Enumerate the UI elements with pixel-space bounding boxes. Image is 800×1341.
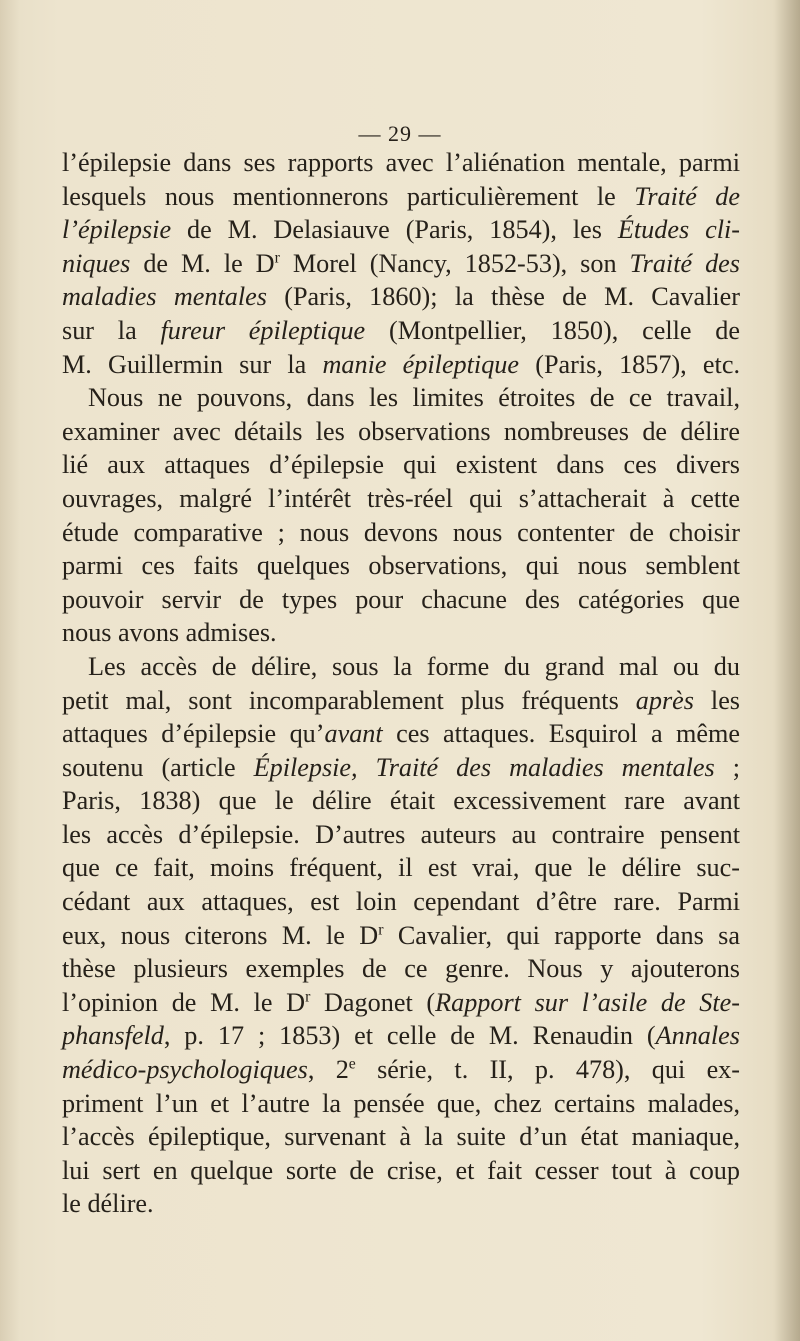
text-segment: (Paris, 1857), etc. — [519, 349, 740, 379]
text-segment: (Montpellier, 1850), celle de — [365, 315, 741, 345]
text-segment: étude comparative ; nous devons nous contenter de choisir — [62, 517, 740, 547]
text-line — [62, 717, 740, 751]
text-line — [62, 1120, 740, 1154]
text-segment: Nous ne pouvons, dans les limites étroites de ce travail, — [88, 383, 740, 413]
text-line — [62, 146, 740, 180]
text-line — [62, 549, 740, 583]
text-line — [62, 381, 740, 415]
text-segment: de M. Delasiauve (Paris, 1854), les — [171, 215, 618, 245]
text-line — [62, 247, 740, 281]
text-segment: de M. le D — [130, 248, 275, 278]
italic-text: niques — [62, 248, 131, 278]
text-line — [62, 885, 740, 919]
text-segment: soutenu (article — [62, 752, 254, 782]
italic-text: Traité de — [634, 181, 741, 211]
superscript: r — [305, 988, 311, 1006]
text-segment: thèse plusieurs exemples de ce genre. Nous y ajouterons — [62, 954, 740, 984]
text-segment: les accès d’épilepsie. D’autres auteurs au contraire pensent — [62, 819, 740, 849]
text-segment: le délire. — [62, 1189, 154, 1219]
superscript: r — [274, 249, 280, 267]
text-segment: Morel (Nancy, 1852-53), son — [279, 248, 630, 278]
text-segment: que ce fait, moins fréquent, il est vrai, que le délire suc- — [62, 853, 740, 883]
text-line — [62, 1053, 740, 1087]
text-line — [62, 684, 740, 718]
italic-text: Rapport sur l’asile de Ste- — [435, 987, 740, 1017]
page-edge-shadow — [772, 0, 800, 1341]
text-segment: attaques d’épilepsie qu’ — [62, 719, 325, 749]
text-segment: ces attaques. Esquirol a même — [382, 719, 740, 749]
text-segment: petit mal, sont incomparablement plus fréquents — [62, 685, 636, 715]
text-segment: priment l’un et l’autre la pensée que, chez certains malades, — [62, 1088, 740, 1118]
text-segment: l’épilepsie dans ses rapports avec l’aliénation mentale, parmi — [62, 148, 740, 177]
body-text — [62, 146, 740, 1221]
text-segment: Cavalier, qui rapporte dans sa — [383, 920, 740, 950]
italic-text: Épilepsie, Traité des maladies mentales — [253, 752, 715, 782]
italic-text: Annales — [655, 1021, 740, 1051]
text-line — [62, 213, 740, 247]
italic-text: avant — [324, 719, 383, 749]
italic-text: Traité des — [629, 248, 740, 278]
text-line — [62, 314, 740, 348]
text-line — [62, 1019, 740, 1053]
text-line — [62, 818, 740, 852]
text-segment: lié aux attaques d’épilepsie qui existent dans ces divers — [62, 450, 740, 480]
text-line — [62, 919, 740, 953]
text-line — [62, 1187, 740, 1221]
text-line — [62, 583, 740, 617]
italic-text: après — [635, 685, 694, 715]
italic-text: maladies mentales — [62, 282, 267, 312]
text-segment: l’opinion de M. le D — [62, 987, 306, 1017]
text-segment: pouvoir servir de types pour chacune des catégories que — [62, 584, 740, 614]
text-segment: Dagonet ( — [310, 987, 436, 1017]
superscript: r — [378, 921, 384, 939]
text-line — [62, 180, 740, 214]
text-segment: ouvrages, malgré l’intérêt très-réel qui s’attacherait à cette — [62, 483, 740, 513]
italic-text: l’épilepsie — [62, 215, 172, 245]
text-segment: M. Guillermin sur la — [62, 349, 323, 379]
text-segment: nous avons admises. — [62, 618, 277, 648]
text-line — [62, 952, 740, 986]
text-segment: eux, nous citerons M. le D — [62, 920, 379, 950]
text-segment: lui sert en quelque sorte de crise, et fait cesser tout à coup — [62, 1155, 740, 1185]
text-line — [62, 516, 740, 550]
text-segment: cédant aux attaques, est loin cependant d’être rare. Parmi — [62, 887, 740, 917]
text-line — [62, 1087, 740, 1121]
text-line — [62, 348, 740, 382]
text-segment: les — [693, 685, 741, 715]
text-segment: lesquels nous mentionnerons particulièrement le — [62, 181, 635, 211]
text-segment: Les accès de délire, sous la forme du grand mal ou du — [88, 651, 740, 681]
italic-text: fureur épileptique — [160, 315, 366, 345]
text-line — [62, 784, 740, 818]
text-segment: série, t. II, p. 478), qui ex- — [355, 1055, 741, 1085]
text-segment: sur la — [62, 315, 161, 345]
text-line — [62, 851, 740, 885]
text-line — [62, 650, 740, 684]
superscript: e — [348, 1055, 356, 1073]
text-line — [62, 482, 740, 516]
text-line — [62, 616, 740, 650]
text-segment: , p. 17 ; 1853) et celle de M. Renaudin ( — [163, 1021, 656, 1051]
text-line — [62, 751, 740, 785]
text-line — [62, 986, 740, 1020]
italic-text: manie épileptique — [322, 349, 520, 379]
text-segment: ; — [714, 752, 741, 782]
italic-text: phansfeld — [62, 1021, 164, 1051]
text-line — [62, 280, 740, 314]
text-segment: , 2 — [307, 1055, 349, 1085]
text-line — [62, 448, 740, 482]
text-segment: parmi ces faits quelques observations, qui nous semblent — [62, 551, 740, 581]
text-segment: examiner avec détails les observations nombreuses de délire — [62, 416, 740, 446]
text-line — [62, 1154, 740, 1188]
text-segment: Paris, 1838) que le délire était excessivement rare avant — [62, 786, 740, 816]
text-line — [62, 415, 740, 449]
page-number: — 29 — — [358, 121, 442, 146]
italic-text: médico-psychologiques — [62, 1055, 308, 1085]
italic-text: Études cli- — [617, 215, 740, 245]
text-segment: l’accès épileptique, survenant à la suite d’un état maniaque, — [62, 1122, 740, 1152]
text-segment: (Paris, 1860); la thèse de M. Cavalier — [266, 282, 740, 312]
